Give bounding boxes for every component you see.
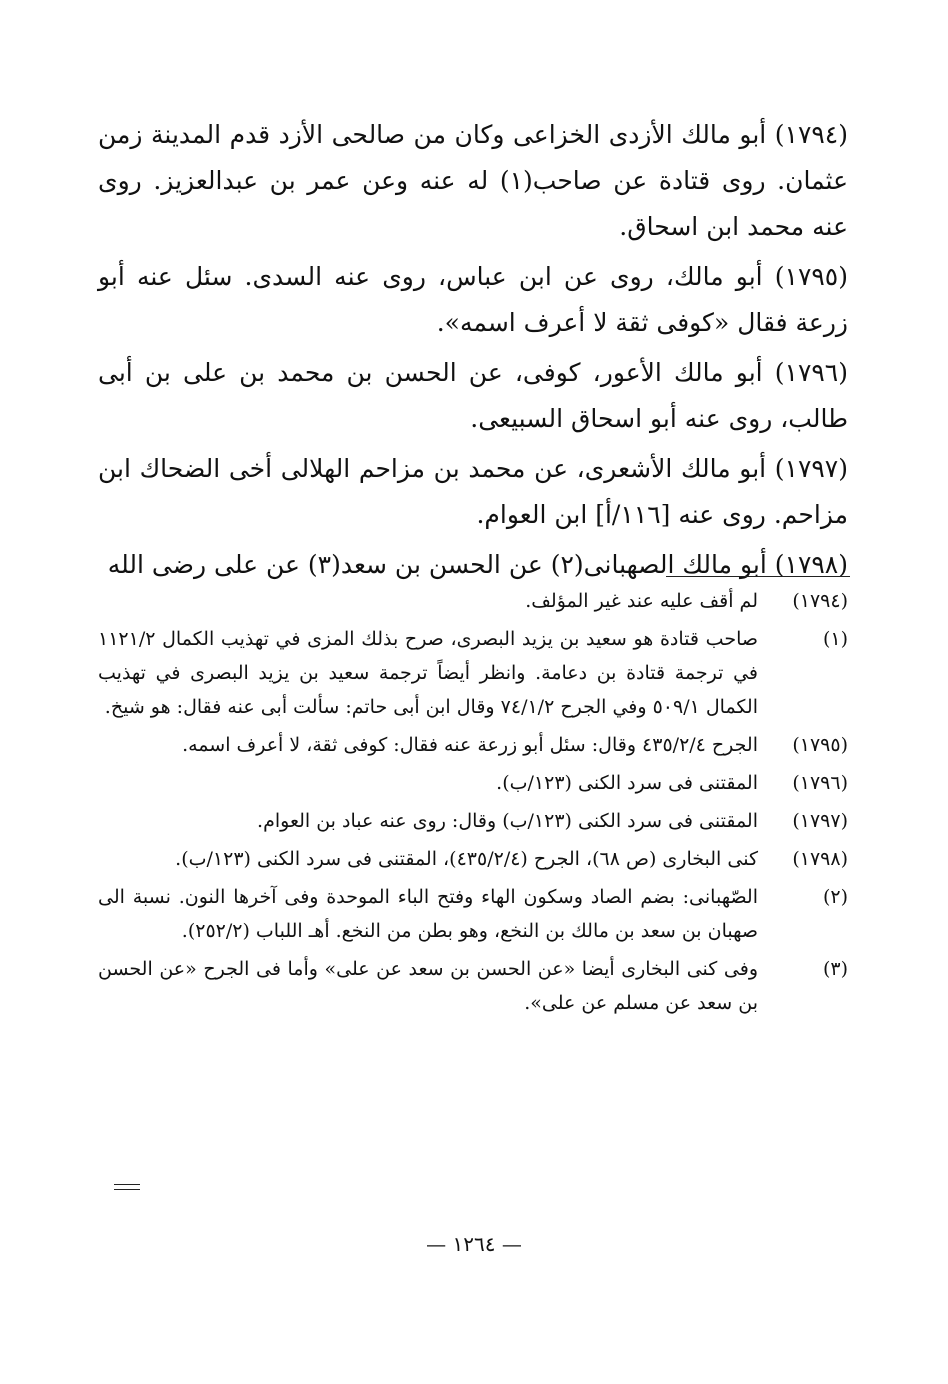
footnote-text: وفى كنى البخارى أيضا «عن الحسن بن سعد عن على» وأما فى الجرح «عن الحسن بن سعد عن مسلم عن على». xyxy=(98,958,758,1014)
footnote-text: الصّهبانى: بضم الصاد وسكون الهاء وفتح الباء الموحدة وفى آخرها النون. نسبة الى صهبان بن سعد بن مالك بن النخع، وهو بطن من النخع. أهـ اللباب (٢٥٢/٢). xyxy=(98,886,758,942)
continuation-mark xyxy=(114,1184,140,1190)
footnote xyxy=(98,766,848,800)
footnote-text: المقتنى فى سرد الكنى (١٢٣/ب) وقال: روى عنه عباد بن العوام. xyxy=(257,810,758,832)
footnote xyxy=(98,584,848,618)
footnote-text: لم أقف عليه عند غير المؤلف. xyxy=(525,590,758,612)
footnote-text: كنى البخارى (ص ٦٨)، الجرح (٤٣٥/٢/٤)، المقتنى فى سرد الكنى (١٢٣/ب). xyxy=(175,848,758,870)
footnote xyxy=(98,804,848,838)
footnote xyxy=(98,622,848,724)
footnotes xyxy=(98,584,848,1024)
footnote xyxy=(98,728,848,762)
footnote-number: (١٧٩٥) xyxy=(792,734,848,756)
footnote-number: (٢) xyxy=(822,886,848,908)
footnote-text: الجرح ٤٣٥/٢/٤ وقال: سئل أبو زرعة عنه فقال: كوفى ثقة، لا أعرف اسمه. xyxy=(182,734,758,756)
footnote-number: (٣) xyxy=(822,958,848,980)
footnote xyxy=(98,952,848,1020)
footnote xyxy=(98,880,848,948)
footnote-number: (١٧٩٧) xyxy=(792,810,848,832)
entry-1794: (١٧٩٤) أبو مالك الأزدى الخزاعى وكان من صالحى الأزد قدم المدينة زمن عثمان. روى قتادة عن صاحب(١) له عنه وعن عمر بن عبدالعزيز. روى عنه محمد ابن اسحاق. xyxy=(98,120,848,241)
footnote-text: صاحب قتادة هو سعيد بن يزيد البصرى، صرح بذلك المزى في تهذيب الكمال ١١٢١/٢ في ترجمة قتادة بن دعامة. وانظر أيضاً ترجمة سعيد بن يزيد البصرى في تهذيب الكمال ٥٠٩/١ وفي الجرح ٧٤/١/٢ وقال ابن أبى حاتم: سألت أبى عنه فقال: هو شيخ. xyxy=(98,628,758,718)
entry-1795: (١٧٩٥) أبو مالك، روى عن ابن عباس، روى عنه السدى. سئل عنه أبو زرعة فقال «كوفى ثقة لا أعرف اسمه». xyxy=(98,262,848,337)
footnote-number: (١٧٩٨) xyxy=(792,848,848,870)
footnote-separator xyxy=(666,576,850,577)
entry-1798: (١٧٩٨) أبو مالك الصهبانى(٢) عن الحسن بن سعد(٣) عن على رضى الله xyxy=(107,550,848,579)
footnote-number: (١) xyxy=(822,628,848,650)
footnote-number: (١٧٩٦) xyxy=(792,772,848,794)
entry-1797: (١٧٩٧) أبو مالك الأشعرى، عن محمد بن مزاحم الهلالى أخى الضحاك ابن مزاحم. روى عنه [١١٦/أ] ابن العوام. xyxy=(98,454,848,529)
footnote-text: المقتنى فى سرد الكنى (١٢٣/ب). xyxy=(496,772,758,794)
main-text xyxy=(98,112,848,592)
page-number: — ١٢٦٤ — xyxy=(426,1232,522,1256)
entry-1796: (١٧٩٦) أبو مالك الأعور، كوفى، عن الحسن بن محمد بن على بن أبى طالب، روى عنه أبو اسحاق السبيعى. xyxy=(98,358,848,433)
footnote xyxy=(98,842,848,876)
footnote-number: (١٧٩٤) xyxy=(792,590,848,612)
